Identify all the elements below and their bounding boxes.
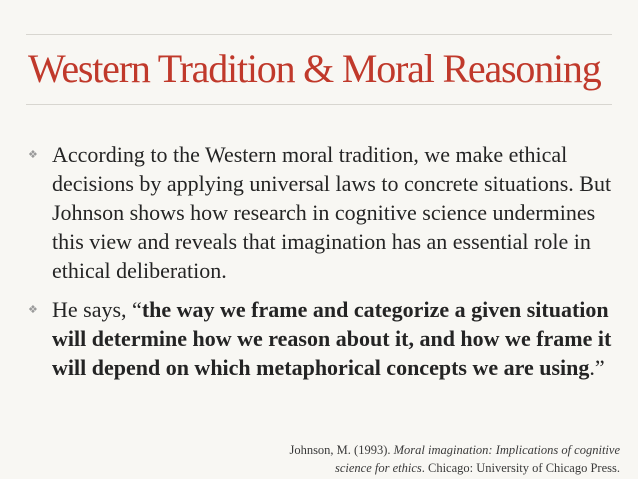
citation-title: Moral imagination: Implications of cognitive science for ethics: [334, 443, 620, 475]
bullet-item: [28, 140, 620, 285]
citation-authors: Johnson, M. (1993).: [289, 443, 391, 457]
bullet-text: According to the Western moral tradition, we make ethical decisions by applying universal laws to concrete situations. But Johnson shows how research in cognitive science undermines this view and reveals that imagination has an essential role in ethical deliberation.: [52, 142, 612, 283]
diamond-bullet-icon: ❖: [28, 303, 38, 316]
quote-bold-text: the way we frame and categorize a given situation will determine how we reason about it, and how we frame it will depend on which metaphorical concepts we are using: [52, 297, 612, 380]
citation: [280, 441, 620, 477]
title-divider: [26, 104, 612, 105]
diamond-bullet-icon: ❖: [28, 148, 38, 161]
bullet-prefix: He says, “: [52, 297, 142, 322]
bullet-item: [28, 295, 620, 382]
bullet-suffix: .”: [589, 355, 605, 380]
slide-title: Western Tradition & Moral Reasoning: [28, 46, 601, 91]
bullet-list: [28, 140, 620, 392]
top-divider: [26, 34, 612, 35]
citation-publisher: . Chicago: University of Chicago Press.: [421, 461, 620, 475]
